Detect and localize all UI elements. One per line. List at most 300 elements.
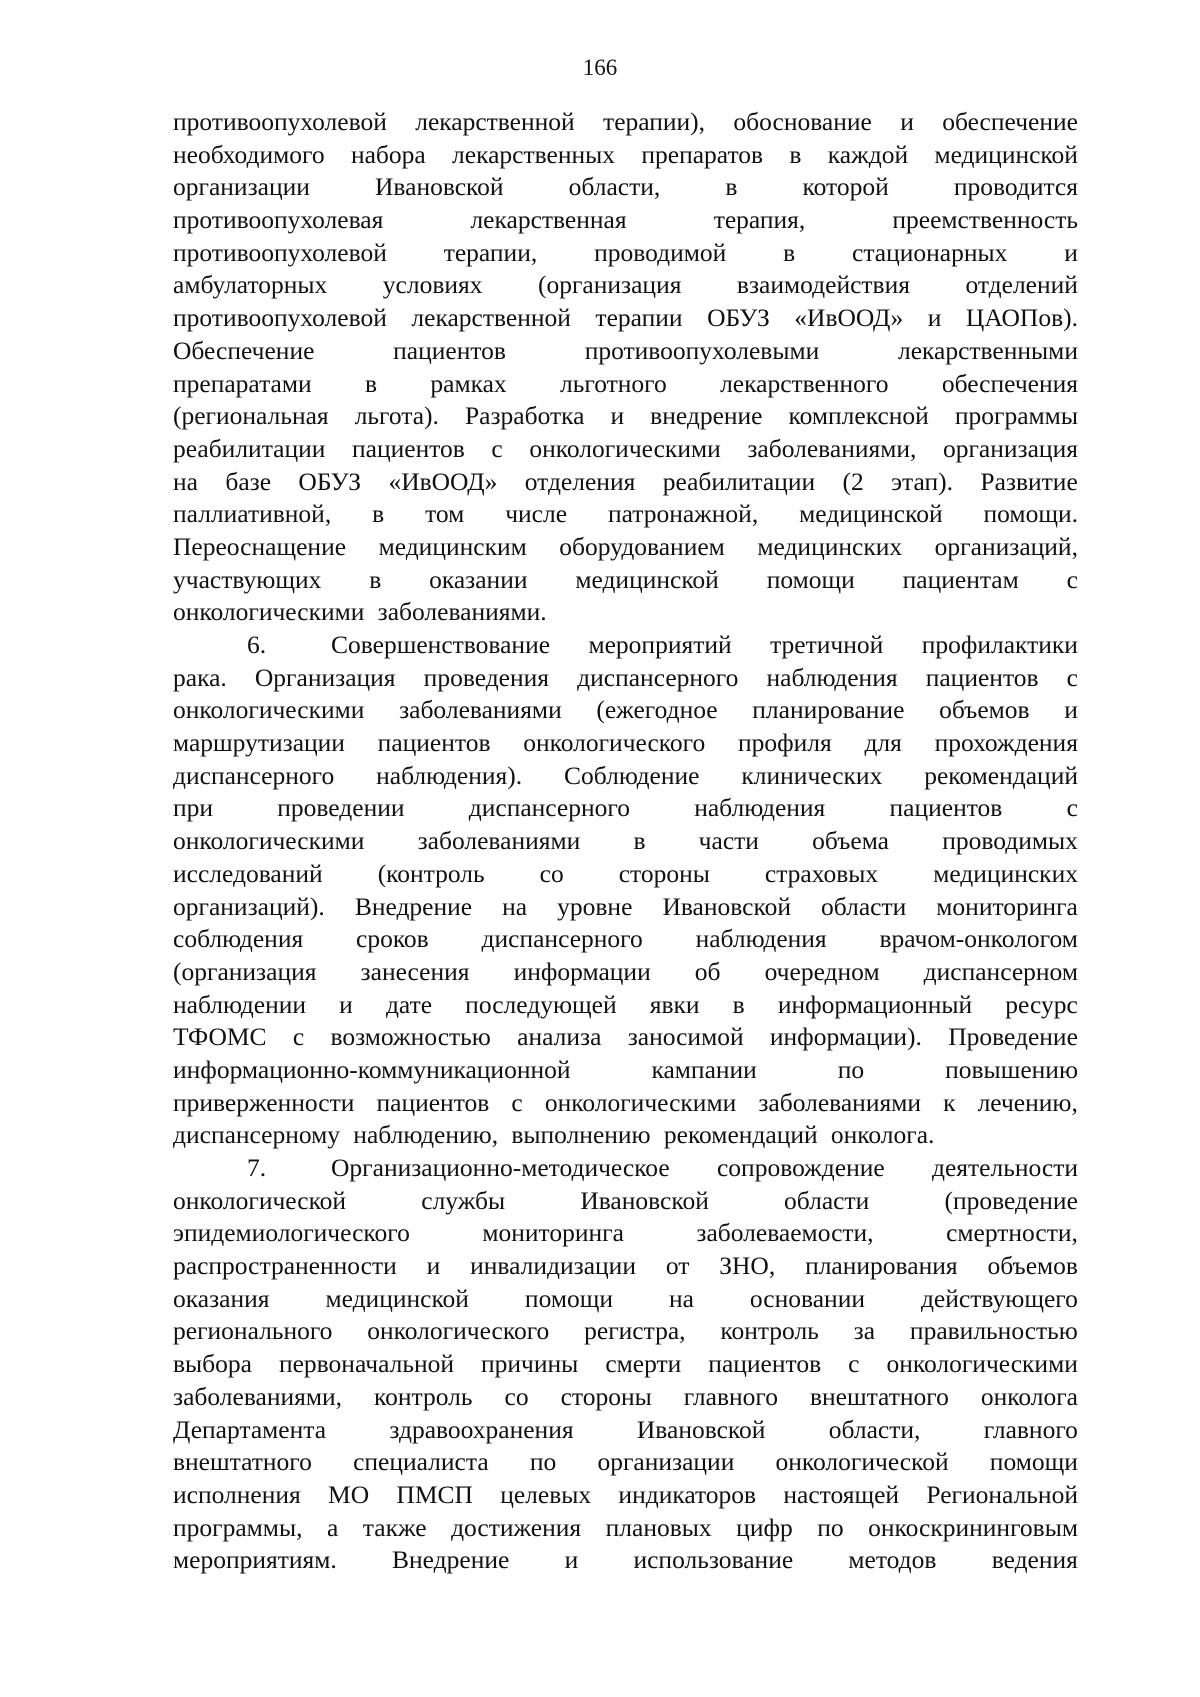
word: с (491, 433, 503, 463)
line-words (173, 433, 1078, 466)
word: проводимой (594, 237, 727, 267)
word: и (900, 107, 914, 136)
text-line (173, 825, 1078, 858)
word: (проведение (944, 1185, 1078, 1215)
word: занесения (360, 956, 470, 986)
text-line (173, 858, 1078, 891)
text-line (173, 1087, 1078, 1120)
word: онколога (980, 1381, 1078, 1411)
text-line (173, 1217, 1078, 1250)
word: со (504, 1381, 529, 1411)
line-words (173, 1217, 1078, 1250)
list-item-number: 7. (247, 1153, 267, 1182)
word: дате (385, 989, 433, 1019)
word: индикаторов (618, 1479, 757, 1509)
word: на (668, 1283, 694, 1313)
word: третичной (770, 630, 884, 659)
word: наблюдения (766, 662, 898, 692)
word: Ивановской (662, 891, 791, 921)
text-line (173, 1414, 1078, 1447)
word: повышению (945, 1054, 1078, 1084)
word: пациентов (376, 1087, 490, 1117)
word: отделений (965, 270, 1078, 300)
word: лекарственной (411, 303, 571, 333)
word: а (326, 1512, 339, 1542)
word: службы (421, 1185, 506, 1215)
word: Региональной (926, 1479, 1078, 1509)
word: набора (350, 139, 426, 169)
word: ресурс (1005, 989, 1078, 1019)
text-line (173, 302, 1078, 335)
word: с (1066, 564, 1078, 594)
line-words (173, 727, 1078, 760)
word: пациентов (889, 793, 1003, 823)
word: диспансерного (577, 662, 739, 692)
word: внештатного (173, 1447, 312, 1477)
text-line (173, 694, 1078, 727)
word: целевых (500, 1479, 592, 1509)
word: ЗНО, (719, 1251, 776, 1281)
word: в (633, 826, 646, 856)
word: с (1066, 793, 1078, 823)
word: информации (513, 956, 651, 986)
word: реабилитации (173, 433, 326, 463)
text-line (173, 629, 1078, 662)
word: смертности, (946, 1218, 1078, 1248)
word: стороны (560, 1381, 652, 1411)
word: и (927, 303, 942, 333)
word: противоопухолевой (173, 303, 387, 333)
word: контроль (720, 1316, 819, 1346)
text-line (173, 1544, 1078, 1577)
word: плановых (605, 1512, 712, 1542)
word: этап). (891, 466, 954, 496)
word: настоящей (783, 1479, 900, 1509)
word: медицинских (757, 531, 903, 561)
word: клинических (741, 760, 883, 790)
line-words (173, 368, 1078, 401)
word: заносимой (627, 1022, 744, 1052)
word: пациентов (352, 433, 465, 463)
word: заболеваниями (399, 695, 562, 725)
word: диспансерного (481, 924, 643, 954)
word: и (339, 989, 353, 1019)
word: онкологическими (173, 695, 365, 725)
word: организации (173, 172, 310, 202)
line-words (173, 564, 1078, 597)
word: врачом-онкологом (879, 924, 1078, 954)
word: правильностью (909, 1316, 1078, 1346)
line-words (173, 858, 1078, 891)
word: об (694, 956, 721, 986)
word: информационно-коммуникационной (173, 1054, 571, 1084)
word: распространенности (173, 1251, 397, 1281)
word: с (1066, 662, 1078, 692)
text-line (173, 1283, 1078, 1316)
text-line (173, 1054, 1078, 1087)
text-line (173, 923, 1078, 956)
word: медицинской (325, 1283, 469, 1313)
text-line (173, 1315, 1078, 1348)
word: Ивановской (580, 1185, 709, 1215)
word: онкоскрининговым (868, 1512, 1078, 1542)
line-words (173, 825, 1078, 858)
word: исполнения (173, 1479, 301, 1509)
word: которой (802, 172, 889, 202)
word: (региональная (173, 401, 329, 431)
word: Проведение (948, 1022, 1078, 1052)
text-line (173, 792, 1078, 825)
word: анализа (517, 1022, 602, 1052)
word: противоопухолевыми (584, 335, 820, 365)
word: числе (505, 499, 568, 529)
word: и (564, 1545, 579, 1575)
word: объемов (987, 1251, 1078, 1281)
word: проведения (423, 662, 550, 692)
word: области (821, 891, 907, 921)
word: сопровождение (716, 1153, 885, 1182)
line-words (173, 923, 1078, 956)
word: диспансерном (923, 956, 1078, 986)
line-words (173, 139, 1078, 172)
word: обеспечения (941, 368, 1078, 398)
word: Ивановской (375, 172, 504, 202)
line-words (173, 1021, 1078, 1054)
word: лекарственного (720, 368, 889, 398)
word: эпидемиологического (173, 1218, 410, 1248)
word: в (372, 499, 385, 529)
line-words (173, 335, 1078, 368)
line-words (173, 1087, 1078, 1120)
line-words (173, 1250, 1078, 1283)
text-line (173, 498, 1078, 531)
word: здравоохранения (389, 1414, 574, 1444)
word: организации (597, 1447, 735, 1477)
line-words (173, 1512, 1078, 1545)
word: пациентов (377, 728, 491, 758)
text-line (173, 1348, 1078, 1381)
word: проводится (953, 172, 1078, 202)
word: профилактики (921, 630, 1078, 659)
word: выбора (173, 1349, 252, 1379)
word: мониторинга (936, 891, 1078, 921)
word: стороны (618, 858, 710, 888)
word: лекарственная (470, 205, 627, 235)
line-words (173, 302, 1078, 335)
word: с (292, 1022, 305, 1052)
word: МО (328, 1479, 370, 1509)
word: базе (225, 466, 272, 496)
word: медицинским (378, 531, 527, 561)
word: Департамента (173, 1414, 327, 1444)
word: оборудованием (559, 531, 725, 561)
word: онкологического (367, 1316, 550, 1346)
word: по (837, 1054, 865, 1084)
word: диспансерного (468, 793, 630, 823)
word: условиях (382, 270, 483, 300)
word: программы, (173, 1512, 303, 1542)
word: заболеваниями, (173, 1381, 343, 1411)
text-line (173, 237, 1078, 270)
word: специалиста (353, 1447, 489, 1477)
line-words (173, 269, 1078, 302)
text-line (173, 106, 1078, 139)
line-words (173, 1446, 1078, 1479)
line-words (173, 1185, 1078, 1218)
word: мониторинга (482, 1218, 624, 1248)
word: области, (828, 1414, 921, 1444)
word: ОБУЗ (298, 466, 362, 496)
word: медицинских (933, 858, 1078, 888)
text-line (173, 564, 1078, 597)
word: использование (633, 1545, 794, 1575)
text-line (173, 269, 1078, 302)
word: программы (954, 401, 1078, 431)
word: лекарственной (415, 107, 575, 136)
line-words (173, 792, 1078, 825)
word: взаимодействия (736, 270, 910, 300)
word: выполнению (511, 1120, 651, 1150)
word: заболеваемости, (696, 1218, 874, 1248)
word: действующего (920, 1283, 1078, 1313)
word: помощи (524, 1283, 614, 1313)
word: в (365, 368, 378, 398)
text-line (173, 335, 1078, 368)
text-line (173, 531, 1078, 564)
word: по (817, 1512, 844, 1542)
word: планирование (752, 695, 905, 725)
word: причины (481, 1349, 579, 1379)
word: оказания (173, 1283, 270, 1313)
word: сроков (356, 924, 429, 954)
word: оказании (429, 564, 528, 594)
word: контроль (374, 1381, 473, 1411)
word: достижения (451, 1512, 582, 1542)
word: части (698, 826, 759, 856)
word: рака. (173, 662, 227, 692)
word: ПМСП (396, 1479, 473, 1509)
word: терапии), (603, 107, 706, 136)
word: и (426, 1251, 441, 1281)
word: в (783, 237, 796, 267)
word: противоопухолевой (173, 107, 387, 136)
word: онкологической (173, 1185, 347, 1215)
word: каждой (827, 139, 909, 169)
word: уровне (557, 891, 633, 921)
list-item-number: 6. (247, 630, 267, 659)
text-line (173, 433, 1078, 466)
word: противоопухолевая (173, 205, 384, 235)
word: соблюдения (173, 924, 304, 954)
word: также (362, 1512, 427, 1542)
text-line (173, 1250, 1078, 1283)
word: терапии (595, 303, 683, 333)
word: помощи (989, 1447, 1078, 1477)
word: обеспечение (942, 107, 1078, 136)
word: Внедрение (392, 1545, 510, 1575)
line-words (173, 237, 1078, 270)
word: онкологическими (529, 433, 721, 463)
line-words (173, 531, 1078, 564)
text-line (173, 1152, 1078, 1185)
word: заболеваниями, (747, 433, 917, 463)
word: со (539, 858, 564, 888)
word: Организация (254, 662, 396, 692)
word: прохождения (934, 728, 1078, 758)
word: явки (649, 989, 700, 1019)
word: ЦАОПов). (965, 303, 1078, 333)
word: (организация (173, 956, 317, 986)
word: от (665, 1251, 690, 1281)
line-words (173, 1348, 1078, 1381)
line-words (173, 400, 1078, 433)
line-words (173, 989, 1078, 1022)
word: цифр (736, 1512, 793, 1542)
word: первоначальной (278, 1349, 455, 1379)
text-line (173, 1119, 1078, 1152)
line-words (173, 466, 1078, 499)
word: в (369, 564, 382, 594)
word: помощи (766, 564, 855, 594)
word: медицинской (575, 564, 719, 594)
word: онкологическими (544, 1087, 737, 1117)
word: мероприятиям. (173, 1545, 337, 1575)
word: и (1064, 695, 1078, 725)
line-words (173, 662, 1078, 695)
line-words (173, 694, 1078, 727)
word: в (732, 989, 745, 1019)
word: пациентов (708, 1349, 822, 1379)
word: пациентов (393, 335, 506, 365)
line-words (173, 1414, 1078, 1447)
text-line (173, 1381, 1078, 1414)
word: объемов (939, 695, 1030, 725)
word: Разработка (464, 401, 585, 431)
word: регионального (173, 1316, 333, 1346)
word: Совершенствование (331, 630, 551, 659)
word: онколога. (830, 1120, 935, 1150)
line-words (331, 629, 1078, 662)
text-line (173, 466, 1078, 499)
word: пациентам (902, 564, 1019, 594)
text-line (173, 1185, 1078, 1218)
word: препаратов (641, 139, 764, 169)
word: регистра, (584, 1316, 686, 1346)
word: области (784, 1185, 870, 1215)
body-text (173, 106, 1078, 1577)
word: заболеваниями (758, 1087, 921, 1117)
line-words (173, 171, 1078, 204)
word: помощи. (983, 499, 1078, 529)
word: рекомендаций (663, 1120, 818, 1150)
word: диспансерного (173, 760, 335, 790)
word: наблюдения (695, 924, 827, 954)
word: проводимых (942, 826, 1078, 856)
word: очередном (764, 956, 880, 986)
word: диспансерному (173, 1120, 341, 1150)
word: льгота). (354, 401, 439, 431)
word: методов (848, 1545, 937, 1575)
word: онкологической (775, 1447, 949, 1477)
word: мероприятий (588, 630, 732, 659)
word: противоопухолевой (173, 237, 387, 267)
word: медицинской (799, 499, 943, 529)
text-line (173, 1446, 1078, 1479)
text-line (173, 956, 1078, 989)
word: возможностью (330, 1022, 491, 1052)
word: с (848, 1349, 860, 1379)
word: терапии, (443, 237, 538, 267)
word: Внедрение (354, 891, 473, 921)
word: рамках (430, 368, 507, 398)
word: онкологическими (173, 597, 365, 627)
word: комплексной (788, 401, 929, 431)
word: пациентов (925, 662, 1039, 692)
word: страховых (764, 858, 879, 888)
word: приверженности (173, 1087, 355, 1117)
word: главного (983, 1414, 1078, 1444)
word: Ивановской (636, 1414, 766, 1444)
word: льготного (560, 368, 667, 398)
word: главного (683, 1381, 778, 1411)
text-line (173, 1479, 1078, 1512)
text-line (173, 596, 1078, 629)
word: (2 (842, 466, 864, 496)
word: преемственность (892, 205, 1078, 235)
word: профиля (737, 728, 832, 758)
word: и (610, 401, 625, 431)
word: организация (942, 433, 1078, 463)
word: исследований (173, 858, 323, 888)
text-line (173, 760, 1078, 793)
word: и (1064, 237, 1078, 267)
line-words (173, 891, 1078, 924)
word: в (789, 139, 802, 169)
word: последующей (465, 989, 617, 1019)
text-line (173, 368, 1078, 401)
word: Переоснащение (173, 531, 347, 561)
text-line (173, 171, 1078, 204)
word: с (511, 1087, 523, 1117)
word: обоснование (733, 107, 872, 136)
word: «ИвООД» (794, 303, 904, 333)
line-words (173, 498, 1078, 531)
word: планирования (805, 1251, 958, 1281)
line-words (173, 1479, 1078, 1512)
word: деятельности (932, 1153, 1078, 1182)
word: (организация (537, 270, 682, 300)
word: организаций). (173, 891, 325, 921)
word: внедрение (650, 401, 763, 431)
line-words (173, 1283, 1078, 1316)
word: основании (749, 1283, 865, 1313)
word: том (425, 499, 465, 529)
word: информации). (769, 1022, 922, 1052)
word: ТФОМС (173, 1022, 267, 1052)
word: онкологическими (886, 1349, 1078, 1379)
word: наблюдении (173, 989, 307, 1019)
word: медицинской (934, 139, 1078, 169)
line-words (173, 760, 1078, 793)
word: лекарственных (452, 139, 616, 169)
line-words (173, 956, 1078, 989)
word: области, (568, 172, 661, 202)
word: наблюдению, (353, 1120, 499, 1150)
word: Организационно-методическое (331, 1153, 670, 1182)
word: необходимого (173, 139, 325, 169)
word: патронажной, (607, 499, 759, 529)
page-number: 166 (582, 55, 618, 80)
